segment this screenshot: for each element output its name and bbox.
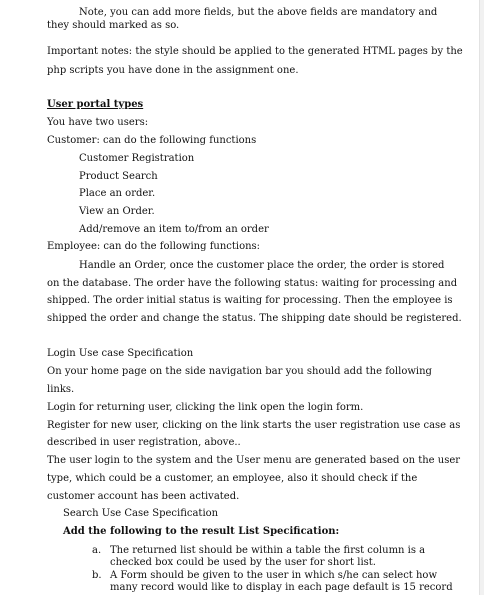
- section-heading: Login Use case Specification: [47, 348, 194, 359]
- text-line: links.: [47, 384, 75, 395]
- list-item: Product Search: [79, 171, 158, 182]
- scrollbar[interactable]: [479, 0, 484, 595]
- text-line: customer account has been activated.: [47, 491, 240, 502]
- text-line: Handle an Order, once the customer place the order, the order is stored: [79, 260, 445, 271]
- list-item: Customer Registration: [79, 153, 195, 164]
- list-marker: b.: [92, 570, 102, 581]
- text-line: type, which could be a customer, an employee, also it should check if the: [47, 473, 418, 484]
- text-line: shipped. The order initial status is waiting for processing. Then the employee is: [47, 295, 453, 306]
- subsection-heading: Add the following to the result List Specification:: [63, 526, 340, 537]
- list-item: View an Order.: [79, 206, 155, 217]
- text-line: described in user registration, above..: [47, 437, 241, 448]
- section-heading: User portal types: [47, 99, 144, 110]
- list-item: Place an order.: [79, 188, 156, 199]
- section-heading: Search Use Case Specification: [63, 508, 219, 519]
- list-item: checked box could be used by the user for short list.: [110, 557, 376, 568]
- text-line: shipped the order and change the status. The shipping date should be registered.: [47, 313, 462, 324]
- list-item: many record would like to display in each page default is 15 record: [110, 582, 453, 593]
- text-line: Login for returning user, clicking the link open the login form.: [47, 402, 364, 413]
- text-line: they should marked as so.: [47, 20, 180, 31]
- list-item: A Form should be given to the user in which s/he can select how: [110, 570, 438, 581]
- text-line: Customer: can do the following functions: [47, 135, 257, 146]
- list-item: The returned list should be within a table the first column is a: [110, 545, 426, 556]
- list-item: Add/remove an item to/from an order: [79, 224, 269, 235]
- text-line: Register for new user, clicking on the link starts the user registration use case as: [47, 420, 461, 431]
- text-line: The user login to the system and the User menu are generated based on the user: [47, 455, 461, 466]
- text-line: You have two users:: [47, 117, 149, 128]
- text-line: On your home page on the side navigation bar you should add the following: [47, 366, 432, 377]
- text-line: Employee: can do the following functions:: [47, 241, 261, 252]
- text-line: on the database. The order have the following status: waiting for processing and: [47, 278, 458, 289]
- list-marker: a.: [92, 545, 102, 556]
- text-line: php scripts you have done in the assignment one.: [47, 65, 299, 76]
- text-line: Important notes: the style should be applied to the generated HTML pages by the: [47, 46, 463, 57]
- text-line: Note, you can add more fields, but the above fields are mandatory and: [79, 7, 438, 18]
